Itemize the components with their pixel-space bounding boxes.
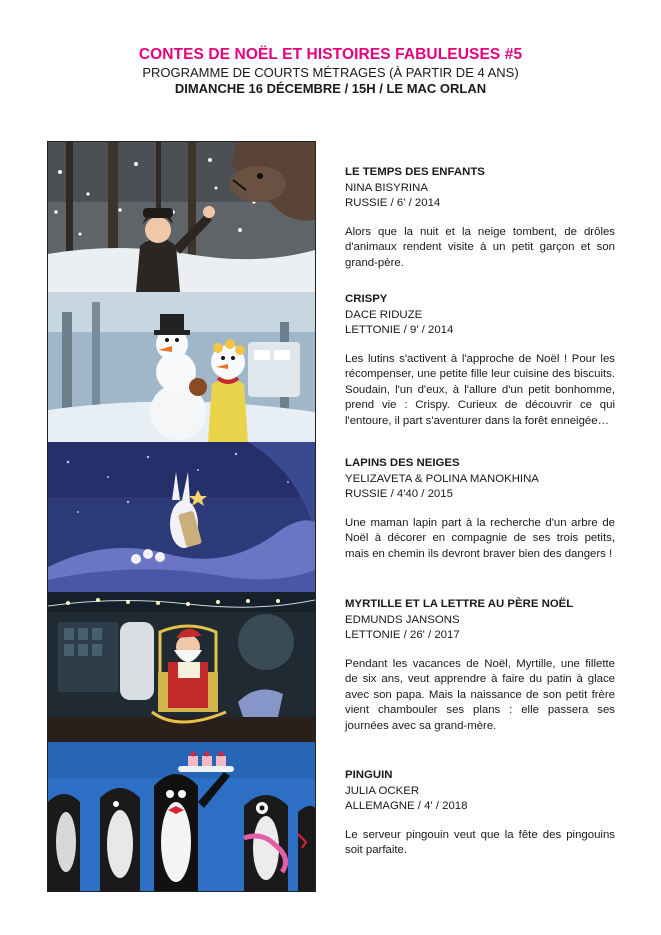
film-entry-2 [345, 292, 615, 429]
film-description: Les lutins s'activent à l'approche de Noël ! Pour les récompenser, une petite fille leur cuisine des biscuits. Soudain, l'un d'eux, à l'allure d'un petit bonhomme, prend vie : Crispy. Curieux de découvrir ce qui l'entoure, il part s'aventurer dans la forêt enneigée… [345, 352, 615, 427]
still-le-temps-des-enfants [48, 142, 315, 292]
film-meta: RUSSIE / 6' / 2014 [345, 197, 441, 209]
film-director: EDMUNDS JANSONS [345, 613, 460, 626]
film-meta: RUSSIE / 4'40 / 2015 [345, 488, 453, 500]
film-title: LE TEMPS DES ENFANTS [345, 166, 485, 178]
film-entry-1 [345, 165, 615, 271]
still-crispy [48, 292, 315, 442]
film-title: LAPINS DES NEIGES [345, 457, 460, 469]
still-lapins-des-neiges [48, 442, 315, 592]
film-stills-strip [47, 141, 316, 892]
film-description: Une maman lapin part à la recherche d'un arbre de Noël à décorer en compagnie de ses trois petits, mais en chemin ils devront braver bien des dangers ! [345, 516, 615, 560]
film-meta: LETTONIE / 9' / 2014 [345, 324, 454, 336]
film-entry-3 [345, 456, 615, 562]
film-entry-5 [345, 768, 615, 859]
film-director: NINA BISYRINA [345, 181, 428, 194]
film-description: Pendant les vacances de Noël, Myrtille, une fillette de six ans, veut apprendre à faire du patin à glace avec son papa. Mais la naissance de son petit frère vient chambouler ses plans : elle passera ses journées avec sa grand-mère. [345, 657, 615, 732]
film-description: Alors que la nuit et la neige tombent, de drôles d'animaux rendent visite à un petit garçon et son grand-père. [345, 225, 615, 269]
film-director: YELIZAVETA & POLINA MANOKHINA [345, 472, 539, 485]
film-director: DACE RIDUZE [345, 308, 423, 321]
program-subtitle: PROGRAMME DE COURTS MÉTRAGES (À PARTIR DE 4 ANS) [142, 65, 519, 80]
page-header [0, 46, 661, 97]
film-meta: LETTONIE / 26' / 2017 [345, 629, 460, 641]
film-entry-4 [345, 597, 615, 734]
program-date: DIMANCHE 16 DÉCEMBRE / 15H / LE MAC ORLAN [174, 81, 487, 96]
film-description: Le serveur pingouin veut que la fête des pingouins soit parfaite. [345, 828, 615, 856]
still-pinguin [48, 742, 315, 891]
film-title: CRISPY [345, 293, 388, 305]
program-title: CONTES DE NOËL ET HISTOIRES FABULEUSES #5 [138, 46, 523, 63]
film-meta: ALLEMAGNE / 4' / 2018 [345, 800, 468, 812]
film-title: MYRTILLE ET LA LETTRE AU PÈRE NOËL [345, 598, 574, 610]
film-director: JULIA OCKER [345, 784, 420, 797]
still-myrtille [48, 592, 315, 742]
film-title: PINGUIN [345, 769, 393, 781]
